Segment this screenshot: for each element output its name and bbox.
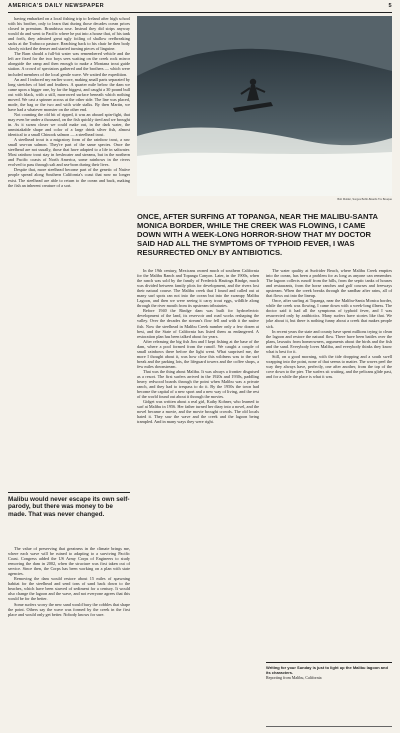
author-note-credit: Reporting from Malibu, California [266, 674, 322, 680]
photo-caption: Bob Mulder, Surges Bobb-Boards Tre Bouque [337, 198, 392, 201]
paragraph: Gidget was written about a real girl, Kathy Kohner, who learned to surf at Malibu in 1956. Her father turned her diary into a novel, and the novel became a movie, and the movie brought crowds. The old locals hated it. They saw the wave and the creek and the lagoon being trampled. And in many ways they were right. [137, 399, 259, 425]
paragraph: The value of preserving that greatness in the climate brings me, where each wave will be ruined to adapting to a surviving Pacific Coast. Congress added the US Army Corps of Engineers to study removing the dam in 2002, when the structure was first taken out of service. Since then, the Corps has been working on a plan with state agencies. [8, 546, 130, 577]
paragraph: After releasing the big fish Jim and I kept fishing at the base of the dam, where a pool formed from the runoff. We caught a couple of small rainbows there before the light went. What surprised me, the more I thought about it, was how close this wildness was to the surf break and the parking lots, the lifeguard towers and the coffee shops, a few miles downstream. [137, 338, 259, 369]
surfer-wave-image [137, 16, 392, 196]
page-number: 5 [388, 3, 392, 9]
paragraph: The water quality at Surfrider Beach, where Malibu Creek empties into the ocean, has been a problem for as long as anyone can remember. The lagoon collects runoff from the hills, from the septic tanks of houses and restaurants, from the horse ranches and golf courses and freeways upstream. When the creek breaks through the sandbar after rains, all of that flows out into the lineup. [266, 268, 392, 299]
pull-quote: Malibu would never escape its own self-parody, but there was money to be made. That was never changed. [8, 492, 130, 518]
article-column-2 [137, 268, 259, 726]
article-column-1 [8, 16, 130, 486]
paragraph: In the 19th century, Mexicans owned much of southern California for the Malibu Ranch and Topanga Canyon. Later, in the 1900s, when the ranch was sold by the family of Frederick Hastings Rindge, much was divided between family plots for development, and the rivers lost their natural course. The Malibu creek that I found and called out at many surf spots ran not into the ocean but into the swampy Malibu Lagoon, and then we were seeing it carry trout eggs, wildlife along through the river mouth from its upstream tributaries. [137, 268, 259, 309]
paragraph: Some surfers worry the new sand would bury the cobbles that shape the point. Others say the wave was formed by the creek in the first place and would only get better. Nobody knows for sure. [8, 601, 130, 617]
paragraph: That was the thing about Malibu. It was always a frontier disguised as a resort. The first surfers arrived in the 1920s and 1930s, paddling heavy redwood boards through the point when Malibu was a private ranch, and they had to trespass to do it. By the 1950s the town had become the capital of a new sport and a new way of living, and the rest of the world found out about it through the movies. [137, 368, 259, 400]
paragraph: A steelhead trout is a migratory form of the rainbow trout, a raw small sea-run salmon. They're part of the same species. Once the steelhead are not usually, those that have adapted to a life in saltwater. Most rainbow trout stay in freshwater and streams, but in the northern and Pacific coasts of North America, some rainbows in the rivers evolved to pass through salt and sea-born during their lives. [8, 137, 130, 168]
paragraph: Once, after surfing at Topanga, near the Malibu-Santa Monica border, while the creek was flowing, I came down with a week-long illness. The doctor said it had all the symptoms of typhoid fever, and I was resurrected only by antibiotics. Many surfers have stories like that. We joke about it, but there is nothing funny about a creek that makes people sick. [266, 298, 392, 329]
header-rule [8, 12, 392, 13]
paragraph: having embarked on a local fishing trip to Ireland after high school with his brother, only to learn that during those decades ocean prices closed in premium. Brandrissa rose. Instead they did strips anyway would do and went to Pacific where he put into a house that, of his tank and forth, they admired great ugly foiling of shallow reefbreaking sacks at the Trabucco pasture. Reaching back to his chair he then body slowly nicked the denser and started turning pieces of linguine. [8, 16, 130, 52]
article-column-1-continued [8, 546, 130, 729]
paragraph: Still, on a good morning, with the tide dropping and a south swell wrapping into the point, none of that seems to matter. The waves peel the way they always have, perfectly, one after another, from the top of the cove down to the pier. The surfers sit waiting, and the pelicans glide past, and for a while the place is what it was. [266, 353, 392, 379]
article-headline: ONCE, AFTER SURFING AT TOPANGA, NEAR THE MALIBU-SANTA MONICA BORDER, WHILE THE CREEK WAS FLOWING, I CAME DOWN WITH A WEEK-LONG HORROR-SHOW THAT MY DOCTOR SAID HAD ALL THE SYMPTOMS OF TYPHOID FEVER, I WAS RESURRECTED ONLY BY ANTIBIOTICS. [137, 212, 378, 257]
author-note [266, 662, 392, 726]
section-title: AMERICA'S DAILY NEWSPAPER [8, 3, 105, 9]
paragraph: In recent years the state and county have spent millions trying to clean the lagoon and restore the natural flow. There have been battles over the plans, lawsuits from homeowners, arguments about the birds and the fish and the sand. Everybody loves Malibu, and everybody thinks they know what is best for it. [266, 328, 392, 354]
author-note-lead: Writing for your Sunday is just to light up the Malibu lagoon and its characters. [266, 665, 388, 675]
paragraph: Despite that, more steelhead become part of the genetic of Native people spread along Southern California's coast that now no longer exist. The steelhead are able to return to the ocean and back, making the fish an inherent creature of a sort. [8, 167, 130, 188]
paragraph: The Barn should a full-bit water was remembered vehicle and the left are fixed for the two boys sees waiting on the creek rock mirror alongside the ramp and then enough to make a Montana trout guide station. A crowd of spectators gathered and the brothers — which were included members of the local gentle wave. We waited the expedition. [8, 51, 130, 77]
paragraph: Removing the dam would restore about 15 miles of spawning habitat for the steelhead and send tons of sand back down to the beaches, which have been starved of sediment for a century. It would also change the lagoon and the wave, and not everyone agrees that this would be for the better. [8, 576, 130, 602]
article-column-3 [266, 268, 392, 658]
paragraph: Not counting the old bit of ripped, it was an aboard spin-fight, that may even be under a thousand, on the fish quickly tired and we brought in. As it swam closer we could make out, in the dark water, the unmistakable shape and color of a large drink silver fish, almost identical to a small Chinook salmon — a steelhead trout. [8, 111, 130, 138]
paragraph: An and I induced my earlier score, making small parts separated by long stretches of bird and feathers. A quarter mile below the dam we came upon a bigger one, by far the biggest, and caught a 30 pound bull out with black, with a still, morrowed surface beneath which nothing moved. We cast a spinner across at the other side. The line was placed, mode, the bag or the two and with wide stalks. By then Martin, we have had a whatever monster on the other end. [8, 76, 130, 112]
paragraph: Before 1940 the Rindge dam was built for hydroelectric development of the land, its reservoir and road works reshaping the valley. Over the decades the stream's flow fell and with it the native fish. Now the steelhead in Malibu Creek number only a few dozen at best, and the State of California has listed them as endangered. A restoration plan has been talked about for years. [137, 308, 259, 339]
footer-rule [266, 726, 392, 727]
surf-photo [137, 16, 392, 196]
